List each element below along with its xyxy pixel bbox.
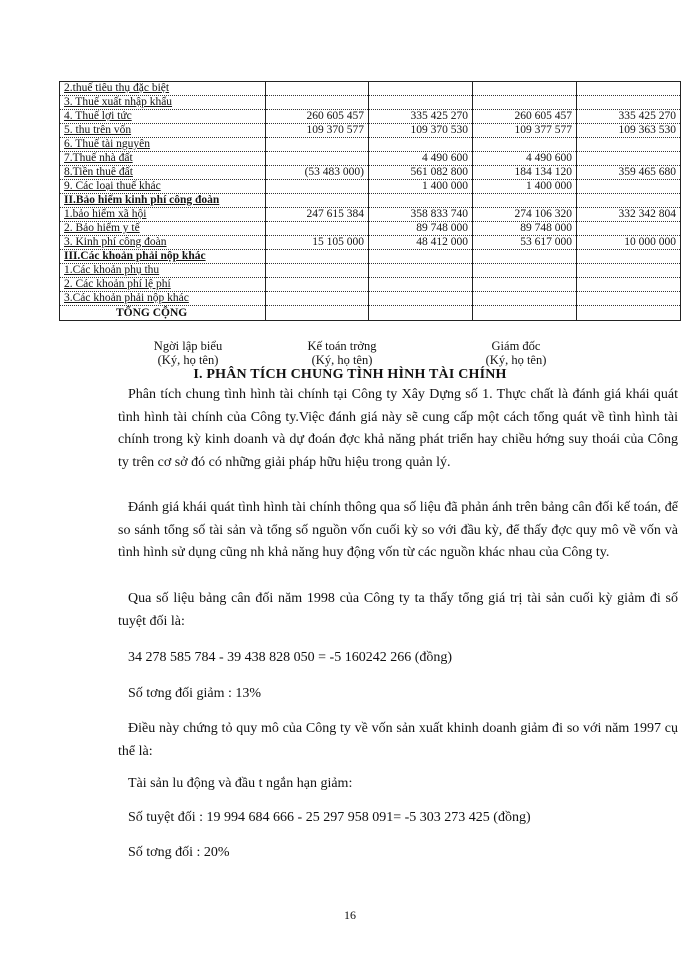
row-label: 6. Thuế tài nguyên <box>60 138 266 152</box>
signature-role: Kế toán trởng <box>307 339 377 353</box>
row-value: 15 105 000 <box>266 236 369 250</box>
table-row <box>60 180 681 194</box>
paragraph-scale: Điều này chứng tỏ quy mô của Công ty về vốn sản xuất khinh doanh giảm đi so với năm 1997 cụ thể là: <box>118 721 678 759</box>
row-label: 9. Các loại thuế khác <box>60 180 266 194</box>
current-assets-line: Tài sản lu động và đầu t ngắn hạn giảm: <box>128 776 353 791</box>
signature-note: (Ký, họ tên) <box>157 353 219 367</box>
row-value: 1 400 000 <box>369 180 473 194</box>
row-value: 4 490 600 <box>369 152 473 166</box>
row-value <box>266 292 369 306</box>
row-value: 260 605 457 <box>266 110 369 124</box>
table-row <box>60 292 681 306</box>
row-value <box>266 264 369 278</box>
row-label: 3. Thuế xuất nhập khẩu <box>60 96 266 110</box>
row-value: 53 617 000 <box>473 236 577 250</box>
row-value: 332 342 804 <box>577 208 681 222</box>
table-row <box>60 124 681 138</box>
row-label: 7.Thuế nhà đất <box>60 152 266 166</box>
row-value <box>473 292 577 306</box>
row-value <box>577 264 681 278</box>
row-label: 2.thuế tiêu thụ đặc biệt <box>60 82 266 96</box>
row-value: 359 465 680 <box>577 166 681 180</box>
row-value <box>369 278 473 292</box>
absolute-decrease-current: Số tuyệt đối : 19 994 684 666 - 25 297 958 091= -5 303 273 425 (đồng) <box>128 810 531 825</box>
row-label: 2. Các khoản phí lệ phí <box>60 278 266 292</box>
row-value: 260 605 457 <box>473 110 577 124</box>
row-value <box>266 152 369 166</box>
row-value <box>577 138 681 152</box>
table-row <box>60 278 681 292</box>
signature-director <box>446 339 586 367</box>
row-value <box>577 180 681 194</box>
row-value <box>369 264 473 278</box>
row-value <box>473 194 577 208</box>
row-value <box>473 264 577 278</box>
signature-note: (Ký, họ tên) <box>485 353 547 367</box>
signature-note: (Ký, họ tên) <box>311 353 373 367</box>
paragraph-balance-sheet: Qua số liệu bảng cân đối năm 1998 của Công ty ta thấy tổng giá trị tài sản cuối kỳ giảm đi số tuyệt đối là: <box>118 591 678 629</box>
row-value: 4 490 600 <box>473 152 577 166</box>
signature-accountant <box>272 339 412 367</box>
table-row <box>60 194 681 208</box>
row-label: III.Các khoản phải nộp khác <box>60 250 266 264</box>
equation-total-assets: 34 278 585 784 - 39 438 828 050 = -5 160242 266 (đồng) <box>128 650 453 665</box>
table-row <box>60 110 681 124</box>
row-value <box>577 250 681 264</box>
row-value: 89 748 000 <box>369 222 473 236</box>
row-value: 335 425 270 <box>577 110 681 124</box>
row-value: 335 425 270 <box>369 110 473 124</box>
row-value <box>266 278 369 292</box>
row-value: 109 363 530 <box>577 124 681 138</box>
row-value <box>577 292 681 306</box>
row-value: 109 370 577 <box>266 124 369 138</box>
tax-payment-table <box>59 81 681 321</box>
relative-decrease-current: Số tơng đối : 20% <box>128 845 230 860</box>
table-row <box>60 236 681 250</box>
signature-role: Ngời lập biểu <box>153 339 223 353</box>
row-value: 10 000 000 <box>577 236 681 250</box>
row-value: 89 748 000 <box>473 222 577 236</box>
row-value <box>369 292 473 306</box>
row-value <box>266 222 369 236</box>
table-row <box>60 82 681 96</box>
total-label: TỔNG CỘNG <box>60 306 266 321</box>
row-value: (53 483 000) <box>266 166 369 180</box>
row-label: 4. Thuế lợi tức <box>60 110 266 124</box>
row-label: 1.bảo hiểm xã hội <box>60 208 266 222</box>
row-value <box>577 194 681 208</box>
row-value <box>369 250 473 264</box>
row-value <box>266 180 369 194</box>
row-value <box>473 82 577 96</box>
row-value <box>266 194 369 208</box>
row-value <box>369 138 473 152</box>
page-number: 16 <box>344 908 356 922</box>
row-value <box>577 222 681 236</box>
row-value: 247 615 384 <box>266 208 369 222</box>
row-label: 3. Kinh phí công đoàn <box>60 236 266 250</box>
table-row <box>60 166 681 180</box>
paragraph-overview: Phân tích chung tình hình tài chính tại Công ty Xây Dựng số 1. Thực chất là đánh giá khái quát tình hình tài chính của Công ty.Việc đánh giá này sẽ cung cấp một cách tổng quát về tình hình tài chính trong kỳ kinh doanh và dự đoán đợc khả năng phát triển hay chiều hớng suy thoái của Công ty trên cơ sở đó có những giải pháp hữu hiệu trong quản lý. <box>118 387 678 470</box>
row-value <box>266 138 369 152</box>
row-value <box>369 194 473 208</box>
row-value: 274 106 320 <box>473 208 577 222</box>
relative-decrease-total: Số tơng đối giảm : 13% <box>128 686 262 701</box>
row-value <box>577 152 681 166</box>
section-heading: I. PHÂN TÍCH CHUNG TÌNH HÌNH TÀI CHÍNH <box>193 367 507 382</box>
total-value <box>369 306 473 321</box>
table-row <box>60 138 681 152</box>
row-label: 2. Bảo hiểm y tế <box>60 222 266 236</box>
row-value <box>473 250 577 264</box>
row-value <box>473 138 577 152</box>
row-value: 1 400 000 <box>473 180 577 194</box>
row-value <box>473 278 577 292</box>
signature-role: Giám đốc <box>491 339 541 353</box>
table-row <box>60 152 681 166</box>
row-value: 184 134 120 <box>473 166 577 180</box>
row-label: II.Bảo hiểm kinh phí công đoàn <box>60 194 266 208</box>
total-value <box>473 306 577 321</box>
row-value <box>266 250 369 264</box>
total-value <box>266 306 369 321</box>
row-label: 5. thu trên vốn <box>60 124 266 138</box>
row-label: 3.Các khoản phải nộp khác <box>60 292 266 306</box>
row-value <box>473 96 577 110</box>
row-value <box>369 82 473 96</box>
row-value <box>266 82 369 96</box>
row-value: 48 412 000 <box>369 236 473 250</box>
row-label: 8.Tiền thuê đất <box>60 166 266 180</box>
row-label: 1.Các khoản phụ thu <box>60 264 266 278</box>
row-value <box>266 96 369 110</box>
row-value <box>577 82 681 96</box>
table-row <box>60 96 681 110</box>
paragraph-assessment: Đánh giá khái quát tình hình tài chính thông qua số liệu đã phản ánh trên bảng cân đối kế toán, để so sánh tổng số tài sản và tổng số nguồn vốn cuối kỳ so với đầu kỳ, để thấy đợc quy mô về vốn và tình hình sử dụng cũng nh khả năng huy động vốn từ các nguồn khác nhau của Công ty. <box>118 500 678 560</box>
row-value <box>577 278 681 292</box>
total-row <box>60 306 681 321</box>
table-row <box>60 264 681 278</box>
row-value <box>577 96 681 110</box>
table-row <box>60 208 681 222</box>
table-row <box>60 222 681 236</box>
row-value: 561 082 800 <box>369 166 473 180</box>
row-value: 109 370 530 <box>369 124 473 138</box>
total-value <box>577 306 681 321</box>
table-row <box>60 250 681 264</box>
signature-preparer <box>118 339 258 367</box>
row-value: 109 377 577 <box>473 124 577 138</box>
row-value <box>369 96 473 110</box>
row-value: 358 833 740 <box>369 208 473 222</box>
